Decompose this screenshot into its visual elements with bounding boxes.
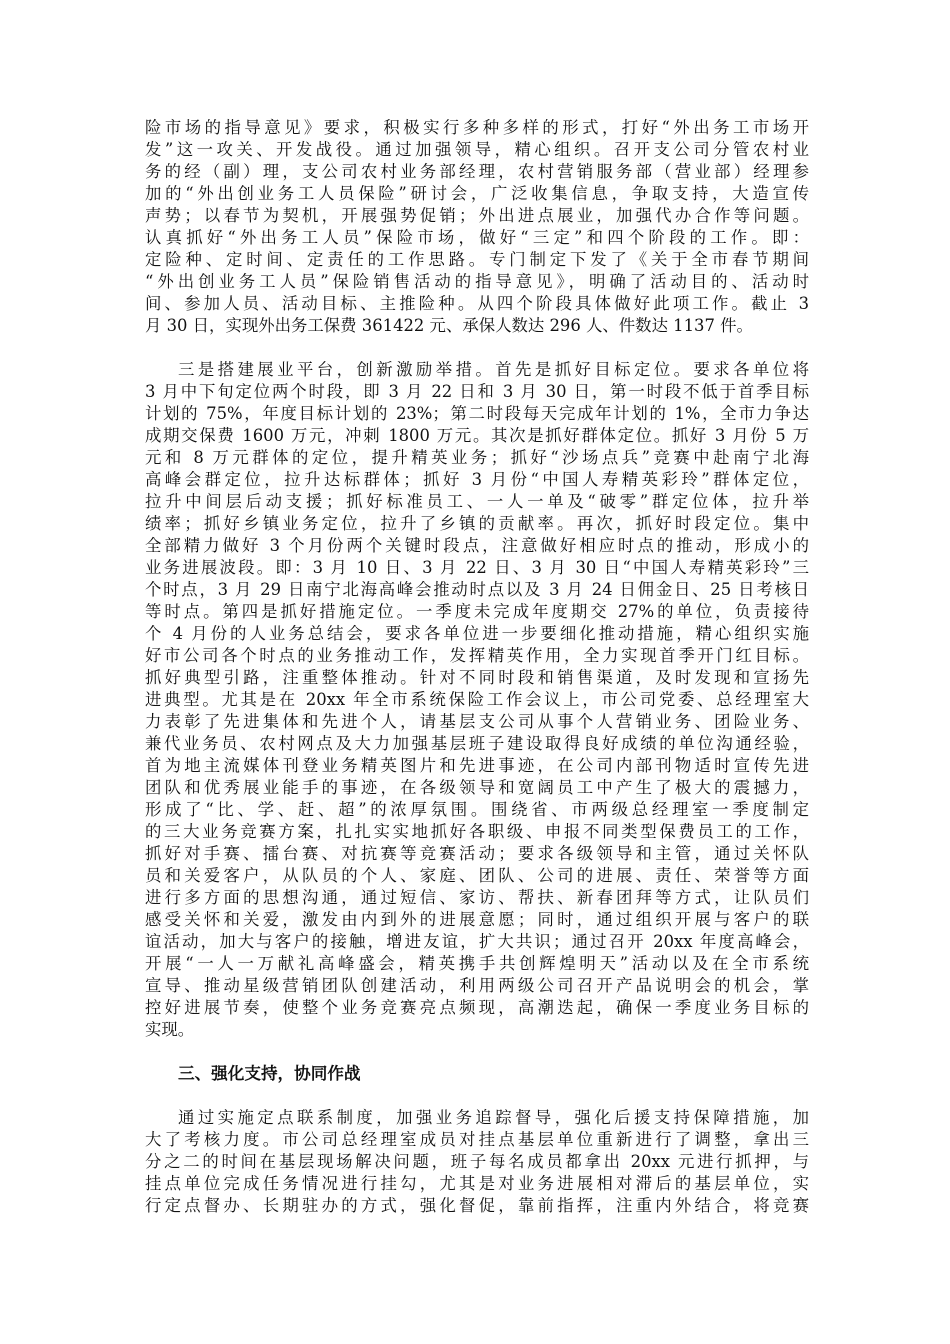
paragraph-2-line-24: 员和关爱客户，从队员的个人、家庭、团队、公司的进展、责任、荣誉等方面: [145, 866, 809, 885]
paragraph-2-line-23: 抓好对手赛、擂台赛、对抗赛等竞赛活动；要求各级领导和主管，通过关怀队: [145, 844, 809, 863]
paragraph-2-line-21: 形成了“比、学、赶、超”的浓厚氛围。围绕省、市两级总经理室一季度制定: [145, 800, 809, 819]
paragraph-2-line-7: 拉升中间层后动支援；抓好标准员工、一人一单及“破零”群定位体，拉升举: [145, 492, 809, 511]
paragraph-2-line-10: 业务进展波段。即：3 月 10 日、3 月 22 日、3 月 30 日“中国人寿精英彩玲”三: [145, 558, 809, 577]
paragraph-2-line-27: 谊活动，加大与客户的接触，增进友谊，扩大共识；通过召开 20xx 年度高峰会，: [145, 932, 809, 951]
paragraph-2-line-8: 绩率；抓好乡镇业务定位，拉升了乡镇的贡献率。再次，抓好时段定位。集中: [145, 514, 809, 533]
paragraph-2-line-14: 好市公司各个时点的业务推动工作，发挥精英作用，全力实现首季开门红目标。: [145, 646, 809, 665]
paragraph-2-line-20: 团队和优秀展业能手的事迹，在各级领导和宽阔员工中产生了极大的震撼力，: [145, 778, 809, 797]
paragraph-3-line-5: 行定点督办、长期驻办的方式，强化督促，靠前指挥，注重内外结合，将竞赛: [145, 1196, 809, 1215]
paragraph-3-line-2: 大了考核力度。市公司总经理室成员对挂点基层单位重新进行了调整，拿出三: [145, 1130, 809, 1149]
paragraph-2-line-30: 控好进展节奏，使整个业务竞赛亮点频现，高潮迭起，确保一季度业务目标的: [145, 998, 809, 1017]
paragraph-2-line-5: 元和 8 万元群体的定位，提升精英业务；抓好“沙场点兵”竞赛中赴南宁北海: [145, 448, 809, 467]
paragraph-3-line-4: 挂点单位完成任务情况进行挂勾，尤其是对业务进展相对滞后的基层单位，实: [145, 1174, 809, 1193]
paragraph-2-line-4: 成期交保费 1600 万元，冲刺 1800 万元。其次是抓好群体定位。抓好 3 月份 5 万: [145, 426, 809, 445]
paragraph-2-line-1: 三是搭建展业平台，创新激励举措。首先是抓好目标定位。要求各单位将: [178, 360, 809, 379]
paragraph-1-line-10: 月 30 日，实现外出务工保费 361422 元、承保人数达 296 人、件数达 1137 件。: [145, 316, 753, 335]
paragraph-2-line-31: 实现。: [145, 1020, 195, 1039]
paragraph-1-line-9: 间、参加人员、活动目标、主推险种。从四个阶段具体做好此项工作。截止 3: [145, 294, 809, 313]
paragraph-1-line-8: “外出创业务工人员”保险销售活动的指导意见》，明确了活动目的、活动时: [145, 272, 809, 291]
paragraph-2-line-25: 进行多方面的思想沟通，通过短信、家访、帮扶、新春团拜等方式，让队员们: [145, 888, 809, 907]
paragraph-1-line-6: 认真抓好“外出务工人员”保险市场，做好“三定”和四个阶段的工作。即：: [145, 228, 809, 247]
paragraph-2-line-13: 个 4 月份的人业务总结会，要求各单位进一步要细化推动措施，精心组织实施: [145, 624, 809, 643]
paragraph-2-line-16: 进典型。尤其是在 20xx 年全市系统保险工作会议上，市公司党委、总经理室大: [145, 690, 809, 709]
paragraph-1-line-7: 定险种、定时间、定责任的工作思路。专门制定下发了《关于全市春节期间: [145, 250, 809, 269]
paragraph-2-line-6: 高峰会群定位，拉升达标群体；抓好 3 月份“中国人寿精英彩玲”群体定位，: [145, 470, 809, 489]
paragraph-2-line-29: 宣导、推动星级营销团队创建活动，利用两级公司召开产品说明会的机会，掌: [145, 976, 809, 995]
paragraph-3-line-1: 通过实施定点联系制度，加强业务追踪督导，强化后援支持保障措施，加: [178, 1108, 809, 1127]
paragraph-2-line-9: 全部精力做好 3 个月份两个关键时段点，注意做好相应时点的推动，形成小的: [145, 536, 809, 555]
paragraph-2-line-22: 的三大业务竞赛方案，扎扎实实地抓好各职级、申报不同类型保费员工的工作，: [145, 822, 809, 841]
section-heading: 三、强化支持，协同作战: [178, 1064, 361, 1083]
paragraph-2-line-18: 兼代业务员、农村网点及大力加强基层班子建设取得良好成绩的单位沟通经验，: [145, 734, 809, 753]
paragraph-2-line-11: 个时点，3 月 29 日南宁北海高峰会推动时点以及 3 月 24 日佣金日、25 日考核日: [145, 580, 809, 599]
paragraph-1-line-4: 加的“外出创业务工人员保险”研讨会，广泛收集信息，争取支持，大造宣传: [145, 184, 809, 203]
paragraph-2-line-17: 力表彰了先进集体和先进个人，请基层支公司从事个人营销业务、团险业务、: [145, 712, 809, 731]
paragraph-1-line-2: 发”这一攻关、开发战役。通过加强领导，精心组织。召开支公司分管农村业: [145, 140, 809, 159]
paragraph-2-line-28: 开展“一人一万献礼高峰盛会，精英携手共创辉煌明天”活动以及在全市系统: [145, 954, 809, 973]
paragraph-2-line-15: 抓好典型引路，注重整体推动。针对不同时段和销售渠道，及时发现和宣扬先: [145, 668, 809, 687]
paragraph-2-line-2: 3 月中下旬定位两个时段，即 3 月 22 日和 3 月 30 日，第一时段不低于首季目标: [145, 382, 809, 401]
paragraph-1-line-1: 险市场的指导意见》要求，积极实行多种多样的形式，打好“外出务工市场开: [145, 118, 809, 137]
paragraph-2-line-12: 等时点。第四是抓好措施定位。一季度未完成年度期交 27%的单位，负责接待: [145, 602, 809, 621]
paragraph-3-line-3: 分之二的时间在基层现场解决问题，班子每名成员都拿出 20xx 元进行抓押，与: [145, 1152, 809, 1171]
paragraph-1-line-5: 声势；以春节为契机，开展强势促销；外出进点展业，加强代办合作等问题。: [145, 206, 809, 225]
paragraph-1-line-3: 务的经（副）理，支公司农村业务部经理，农村营销服务部（营业部）经理参: [145, 162, 809, 181]
paragraph-2-line-19: 首为地主流媒体刊登业务精英图片和先进事迹，在公司内部刊物适时宣传先进: [145, 756, 809, 775]
paragraph-2-line-26: 感受关怀和关爱，激发由内到外的进展意愿；同时，通过组织开展与客户的联: [145, 910, 809, 929]
paragraph-2-line-3: 计划的 75%，年度目标计划的 23%；第二时段每天完成年计划的 1%，全市力争达: [145, 404, 809, 423]
